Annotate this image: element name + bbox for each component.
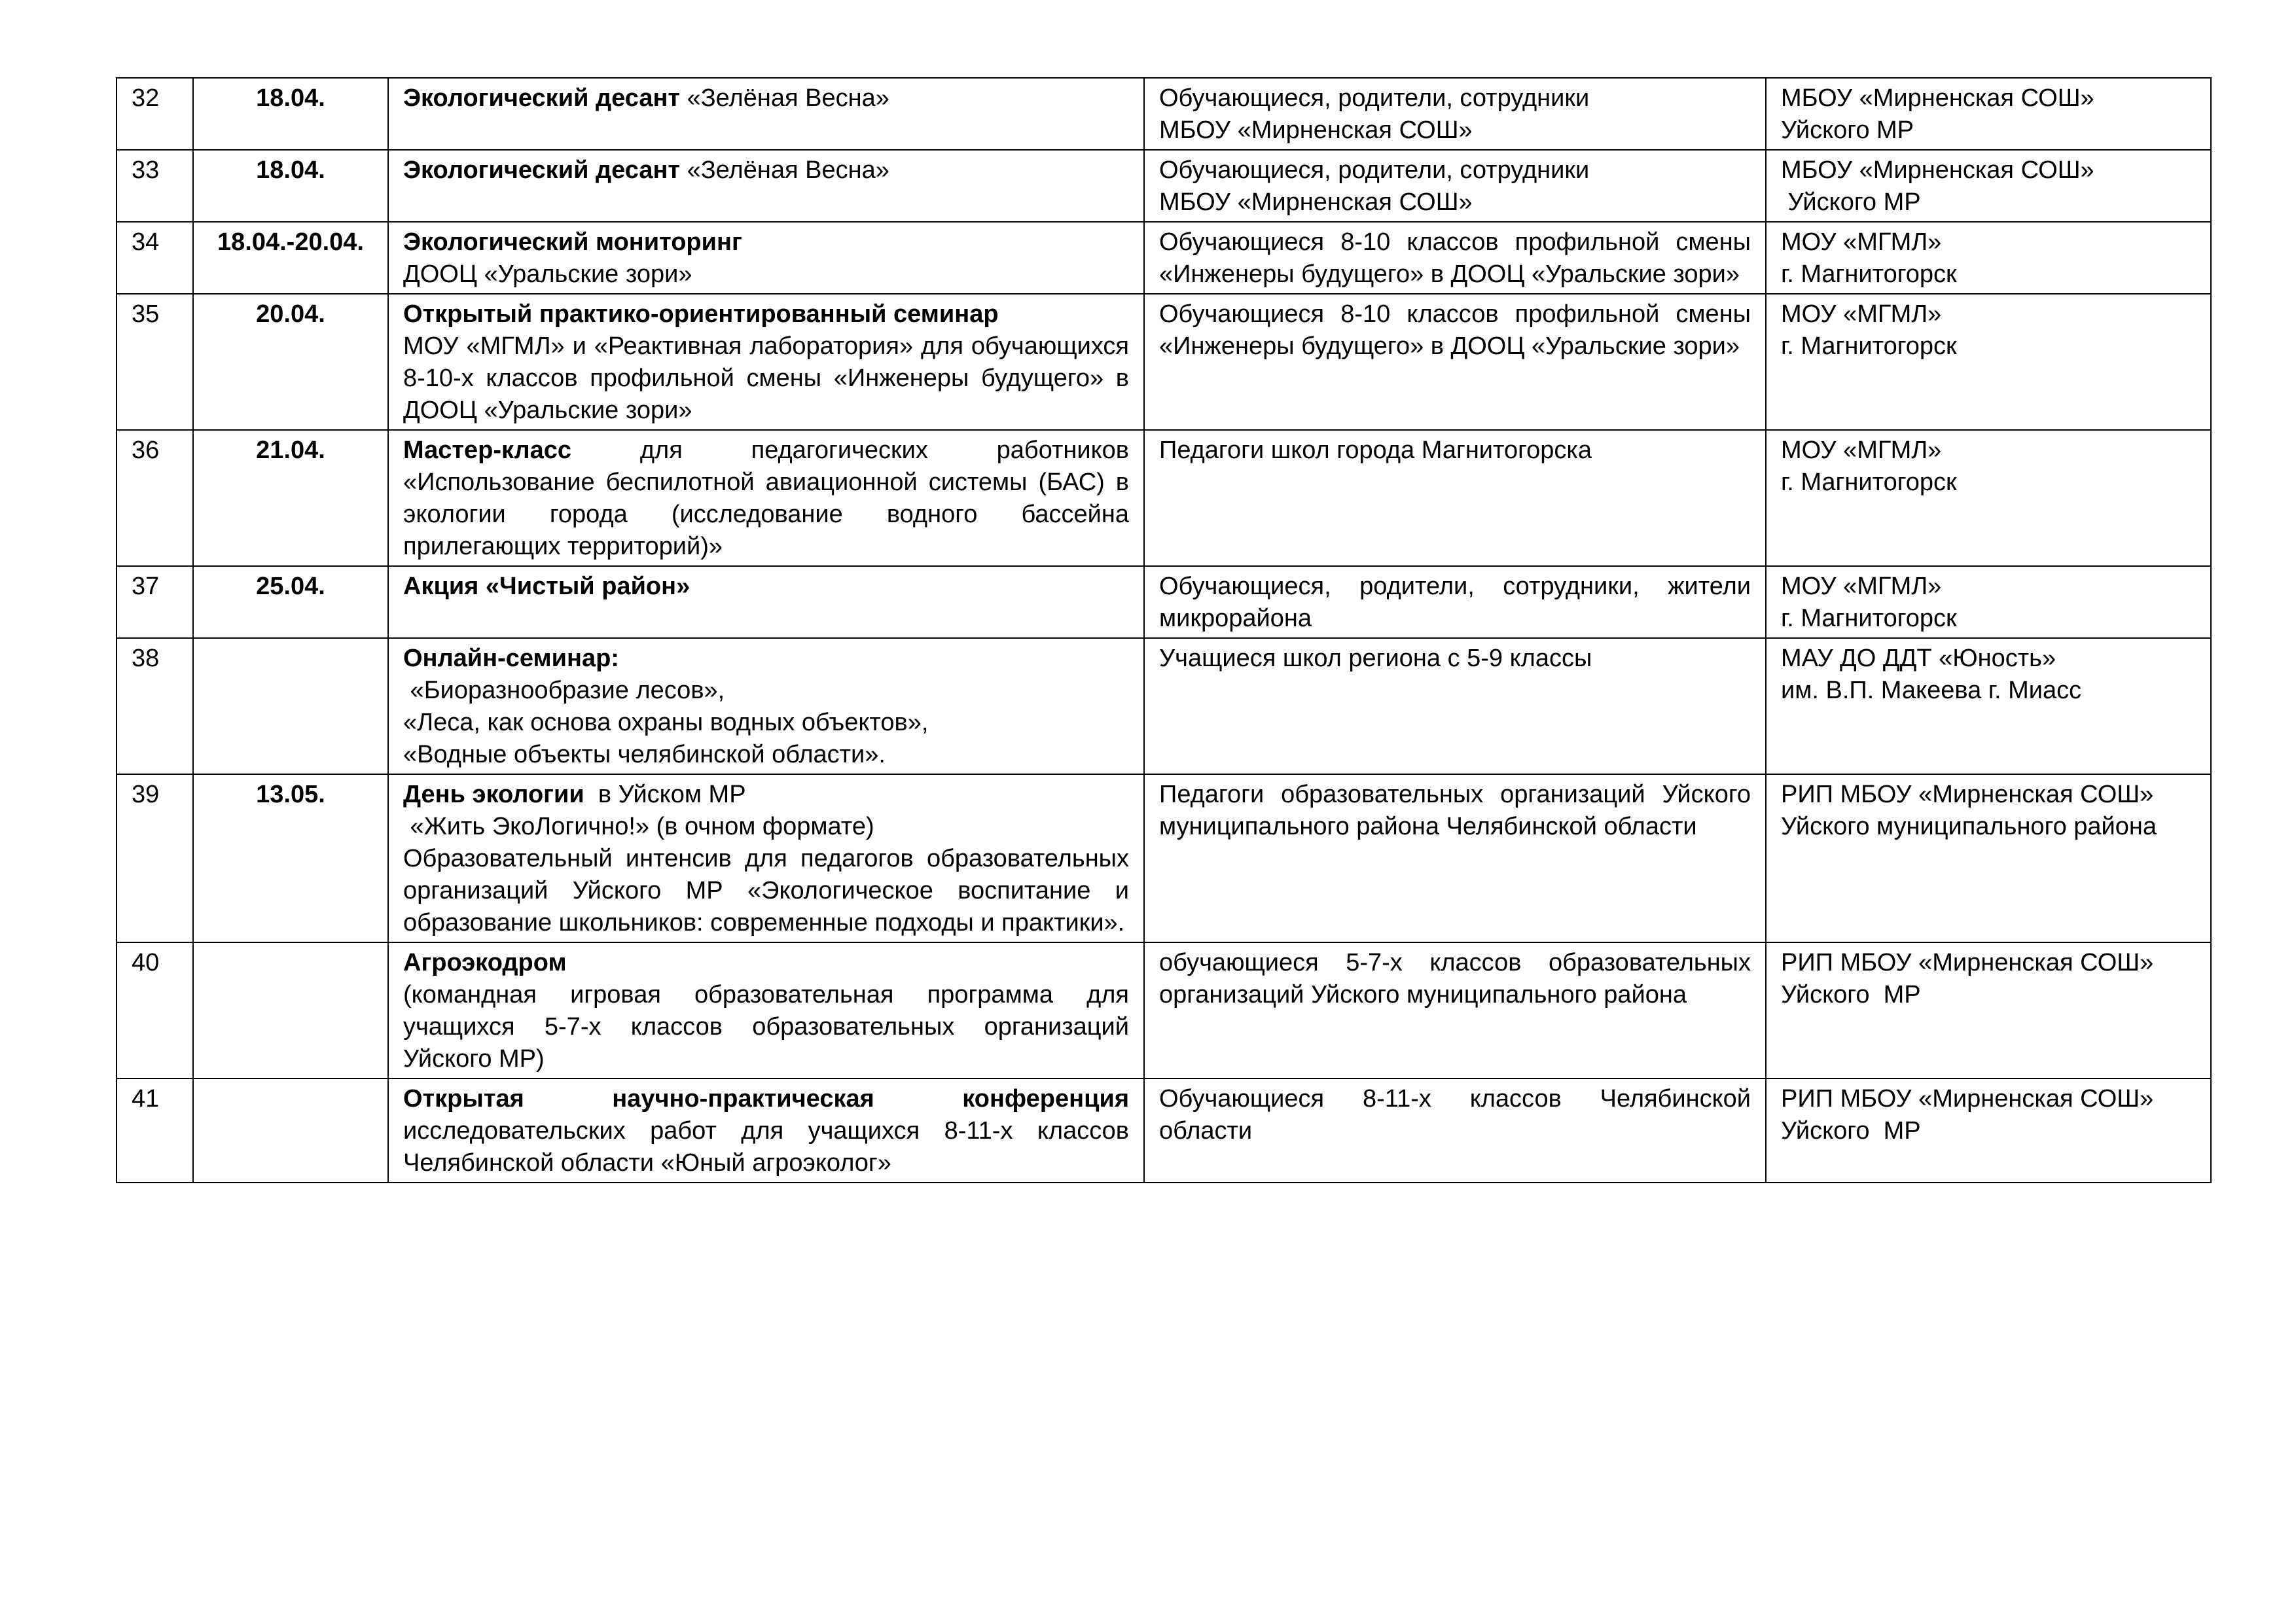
participants-line: Обучающиеся 8-10 классов профильной смены «Инженеры будущего» в ДООЦ «Уральские зори» bbox=[1159, 300, 1751, 360]
table-row bbox=[117, 774, 2211, 942]
organizer-line: РИП МБОУ «Мирненская СОШ» bbox=[1781, 781, 2154, 808]
event-date: 25.04. bbox=[193, 566, 388, 638]
event-description bbox=[388, 430, 1144, 566]
event-title: Онлайн-семинар: bbox=[403, 645, 619, 672]
organizer-line: МОУ «МГМЛ» bbox=[1781, 573, 1942, 600]
organizer-line: МОУ «МГМЛ» bbox=[1781, 228, 1942, 256]
event-organizer bbox=[1766, 1079, 2211, 1183]
event-organizer bbox=[1766, 430, 2211, 566]
participants-line: МБОУ «Мирненская СОШ» bbox=[1159, 116, 1473, 144]
event-date: 21.04. bbox=[193, 430, 388, 566]
participants-line: Учащиеся школ региона с 5-9 классы bbox=[1159, 645, 1592, 672]
event-text: «Водные объекты челябинской области». bbox=[403, 741, 886, 768]
event-date bbox=[193, 638, 388, 774]
row-number: 33 bbox=[117, 150, 193, 222]
table-row bbox=[117, 638, 2211, 774]
event-organizer bbox=[1766, 638, 2211, 774]
row-number: 35 bbox=[117, 294, 193, 430]
event-title: Акция «Чистый район» bbox=[403, 573, 691, 600]
event-title: День экологии bbox=[403, 781, 584, 808]
event-date: 20.04. bbox=[193, 294, 388, 430]
event-participants bbox=[1144, 222, 1766, 294]
event-description bbox=[388, 774, 1144, 942]
organizer-line: Уйского муниципального района bbox=[1781, 813, 2157, 840]
event-participants bbox=[1144, 78, 1766, 150]
participants-line: Обучающиеся 8-10 классов профильной смены «Инженеры будущего» в ДООЦ «Уральские зори» bbox=[1159, 228, 1751, 288]
organizer-line: г. Магнитогорск bbox=[1781, 469, 1957, 496]
row-number: 32 bbox=[117, 78, 193, 150]
organizer-line: им. В.П. Макеева г. Миасс bbox=[1781, 677, 2082, 704]
participants-line: МБОУ «Мирненская СОШ» bbox=[1159, 188, 1473, 216]
event-participants bbox=[1144, 566, 1766, 638]
event-description bbox=[388, 638, 1144, 774]
event-date: 18.04. bbox=[193, 150, 388, 222]
organizer-line: Уйского МР bbox=[1781, 981, 1921, 1008]
event-date: 18.04. bbox=[193, 78, 388, 150]
event-text: «Зелёная Весна» bbox=[680, 84, 889, 112]
row-number: 34 bbox=[117, 222, 193, 294]
row-number: 39 bbox=[117, 774, 193, 942]
event-text: для педагогических работников «Использование беспилотной авиационной системы (БАС) в экологии города (исследование водного бассейна прилегающих территорий)» bbox=[403, 437, 1129, 560]
event-text: «Жить ЭкоЛогично!» (в очном формате) bbox=[403, 813, 874, 840]
event-description bbox=[388, 222, 1144, 294]
participants-line: обучающиеся 5-7-х классов образовательных организаций Уйского муниципального района bbox=[1159, 949, 1751, 1008]
organizer-line: г. Магнитогорск bbox=[1781, 260, 1957, 288]
event-participants bbox=[1144, 294, 1766, 430]
event-text: МОУ «МГМЛ» и «Реактивная лаборатория» для обучающихся 8-10-х классов профильной смены «Инженеры будущего» в ДООЦ «Уральские зори» bbox=[403, 332, 1129, 424]
organizer-line: МОУ «МГМЛ» bbox=[1781, 437, 1942, 464]
row-number: 40 bbox=[117, 942, 193, 1079]
event-participants bbox=[1144, 430, 1766, 566]
participants-line: Обучающиеся, родители, сотрудники, жители микрорайона bbox=[1159, 573, 1751, 632]
event-participants bbox=[1144, 150, 1766, 222]
event-text: исследовательских работ для учащихся 8-11-х классов Челябинской области «Юный агроэколог» bbox=[403, 1117, 1129, 1177]
event-participants bbox=[1144, 638, 1766, 774]
organizer-line: г. Магнитогорск bbox=[1781, 332, 1957, 360]
row-number: 36 bbox=[117, 430, 193, 566]
participants-line: Педагоги образовательных организаций Уйского муниципального района Челябинской области bbox=[1159, 781, 1751, 840]
event-title: Экологический мониторинг bbox=[403, 228, 742, 256]
event-description bbox=[388, 1079, 1144, 1183]
event-organizer bbox=[1766, 942, 2211, 1079]
table-row bbox=[117, 222, 2211, 294]
event-title: Экологический десант bbox=[403, 84, 681, 112]
event-text: в Уйском МР bbox=[584, 781, 746, 808]
event-text: «Зелёная Весна» bbox=[680, 156, 889, 184]
table-row bbox=[117, 294, 2211, 430]
event-title: Экологический десант bbox=[403, 156, 681, 184]
table-row bbox=[117, 150, 2211, 222]
participants-line: Обучающиеся 8-11-х классов Челябинской области bbox=[1159, 1085, 1751, 1145]
event-text: (командная игровая образовательная программа для учащихся 5-7-х классов образовательных организаций Уйского МР) bbox=[403, 981, 1129, 1073]
participants-line: Обучающиеся, родители, сотрудники bbox=[1159, 156, 1590, 184]
event-organizer bbox=[1766, 222, 2211, 294]
event-organizer bbox=[1766, 78, 2211, 150]
organizer-line: МАУ ДО ДДТ «Юность» bbox=[1781, 645, 2056, 672]
event-description bbox=[388, 294, 1144, 430]
event-description bbox=[388, 150, 1144, 222]
organizer-line: РИП МБОУ «Мирненская СОШ» bbox=[1781, 1085, 2154, 1113]
event-participants bbox=[1144, 942, 1766, 1079]
document-page bbox=[116, 77, 2210, 1183]
organizer-line: МОУ «МГМЛ» bbox=[1781, 300, 1942, 328]
event-title: Открытая научно-практическая конференция bbox=[403, 1085, 1129, 1113]
table-row bbox=[117, 566, 2211, 638]
event-text: «Биоразнообразие лесов», bbox=[403, 677, 725, 704]
event-title: Открытый практико-ориентированный семинар bbox=[403, 300, 999, 328]
table-row bbox=[117, 942, 2211, 1079]
row-number: 37 bbox=[117, 566, 193, 638]
table-row bbox=[117, 1079, 2211, 1183]
row-number: 38 bbox=[117, 638, 193, 774]
events-table bbox=[116, 77, 2212, 1183]
table-row bbox=[117, 430, 2211, 566]
organizer-line: Уйского МР bbox=[1781, 1117, 1921, 1145]
event-participants bbox=[1144, 774, 1766, 942]
event-date bbox=[193, 942, 388, 1079]
organizer-line: Уйского МР bbox=[1781, 116, 1914, 144]
event-description bbox=[388, 942, 1144, 1079]
event-date: 18.04.-20.04. bbox=[193, 222, 388, 294]
event-description bbox=[388, 78, 1144, 150]
event-text: «Леса, как основа охраны водных объектов», bbox=[403, 709, 929, 736]
event-organizer bbox=[1766, 774, 2211, 942]
row-number: 41 bbox=[117, 1079, 193, 1183]
event-description bbox=[388, 566, 1144, 638]
event-title: Мастер-класс bbox=[403, 437, 572, 464]
organizer-line: г. Магнитогорск bbox=[1781, 605, 1957, 632]
participants-line: Педагоги школ города Магнитогорска bbox=[1159, 437, 1592, 464]
organizer-line: Уйского МР bbox=[1781, 188, 1921, 216]
event-date bbox=[193, 1079, 388, 1183]
organizer-line: МБОУ «Мирненская СОШ» bbox=[1781, 156, 2094, 184]
event-organizer bbox=[1766, 566, 2211, 638]
participants-line: Обучающиеся, родители, сотрудники bbox=[1159, 84, 1590, 112]
table-row bbox=[117, 78, 2211, 150]
organizer-line: МБОУ «Мирненская СОШ» bbox=[1781, 84, 2094, 112]
event-title: Агроэкодром bbox=[403, 949, 567, 976]
event-text: ДООЦ «Уральские зори» bbox=[403, 260, 692, 288]
event-organizer bbox=[1766, 150, 2211, 222]
organizer-line: РИП МБОУ «Мирненская СОШ» bbox=[1781, 949, 2154, 976]
event-participants bbox=[1144, 1079, 1766, 1183]
event-text: Образовательный интенсив для педагогов образовательных организаций Уйского МР «Экологическое воспитание и образование школьников: современные подходы и практики». bbox=[403, 845, 1129, 936]
event-organizer bbox=[1766, 294, 2211, 430]
events-table-body bbox=[117, 78, 2211, 1183]
event-date: 13.05. bbox=[193, 774, 388, 942]
